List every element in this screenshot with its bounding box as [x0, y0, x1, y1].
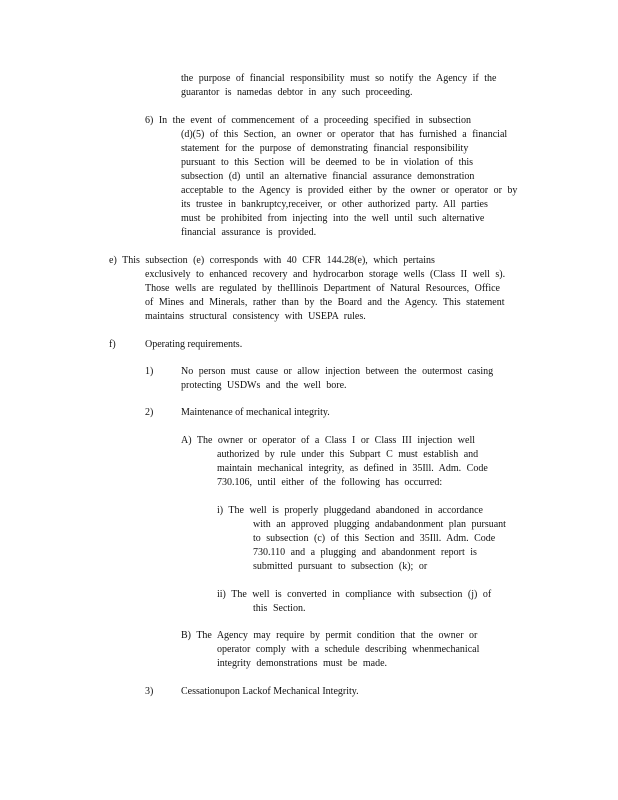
item-2-label: 2) — [145, 407, 154, 418]
text-line: No person must cause or allow injection between the outermost casing — [181, 366, 494, 377]
text-line: to subsection (c) of this Section and 35Ill. Adm. Code — [253, 533, 496, 544]
subitem-A — [181, 434, 488, 490]
text-line: integrity demonstrations must be made. — [217, 658, 388, 669]
text-line: with an approved plugging andabandonment plan pursuant — [253, 519, 506, 530]
text-line: operator comply with a schedule describing whenmechanical — [217, 644, 480, 655]
item-1-label: 1) — [145, 366, 154, 377]
text-line: e) This subsection (e) corresponds with 40 CFR 144.28(e), which pertains — [109, 255, 435, 266]
subitem-ii — [217, 588, 491, 616]
text-line: i) The well is properly pluggedand abandoned in accordance — [217, 505, 483, 516]
text-line: A) The owner or operator of a Class I or Class III injection well — [181, 435, 476, 446]
text-line: Those wells are regulated by theIllinois Department of Natural Resources, Office — [145, 283, 500, 294]
section-f-label: f) — [109, 339, 116, 350]
text-line: ii) The well is converted in compliance with subsection (j) of — [217, 589, 492, 600]
text-line: guarantor is namedas debtor in any such proceeding. — [181, 87, 413, 98]
text-line: must be prohibited from injecting into the well until such alternative — [181, 213, 485, 224]
text-line: statement for the purpose of demonstrating financial responsibility — [181, 143, 469, 154]
text-line: maintain mechanical integrity, as defined in 35Ill. Adm. Code — [217, 463, 488, 474]
text-line: maintains structural consistency with USEPA rules. — [145, 311, 366, 322]
text-line: 6) In the event of commencement of a proceeding specified in subsection — [145, 115, 471, 126]
text-line: 730.110 and a plugging and abandonment report is — [253, 547, 477, 558]
paragraph-guarantor-notice — [181, 72, 496, 100]
text-line: of Mines and Minerals, rather than by the Board and the Agency. This statement — [145, 297, 505, 308]
text-line: its trustee in bankruptcy,receiver, or other authorized party. All parties — [181, 199, 488, 210]
text-line: the purpose of financial responsibility must so notify the Agency if the — [181, 73, 497, 84]
text-line: pursuant to this Section will be deemed to be in violation of this — [181, 157, 474, 168]
text-line: (d)(5) of this Section, an owner or operator that has furnished a financial — [181, 129, 508, 140]
text-line: financial assurance is provided. — [181, 227, 317, 238]
text-line: B) The Agency may require by permit condition that the owner or — [181, 630, 478, 641]
item-3-heading: Cessationupon Lackof Mechanical Integrity. — [181, 686, 359, 697]
text-line: exclusively to enhanced recovery and hydrocarbon storage wells (Class II well s). — [145, 269, 506, 280]
item-2-heading: Maintenance of mechanical integrity. — [181, 407, 330, 418]
item-1-text — [181, 365, 493, 393]
paragraph-6 — [145, 114, 517, 240]
text-line: protecting USDWs and the well bore. — [181, 380, 347, 391]
subitem-i — [217, 504, 506, 574]
subitem-B — [181, 629, 479, 671]
text-line: authorized by rule under this Subpart C must establish and — [217, 449, 479, 460]
section-f-heading: Operating requirements. — [145, 339, 243, 350]
paragraph-e — [109, 254, 505, 324]
item-3-label: 3) — [145, 686, 154, 697]
text-line: subsection (d) until an alternative financial assurance demonstration — [181, 171, 475, 182]
text-line: submitted pursuant to subsection (k); or — [253, 561, 428, 572]
text-line: acceptable to the Agency is provided either by the owner or operator or by — [181, 185, 518, 196]
text-line: this Section. — [253, 603, 306, 614]
text-line: 730.106, until either of the following has occurred: — [217, 477, 443, 488]
